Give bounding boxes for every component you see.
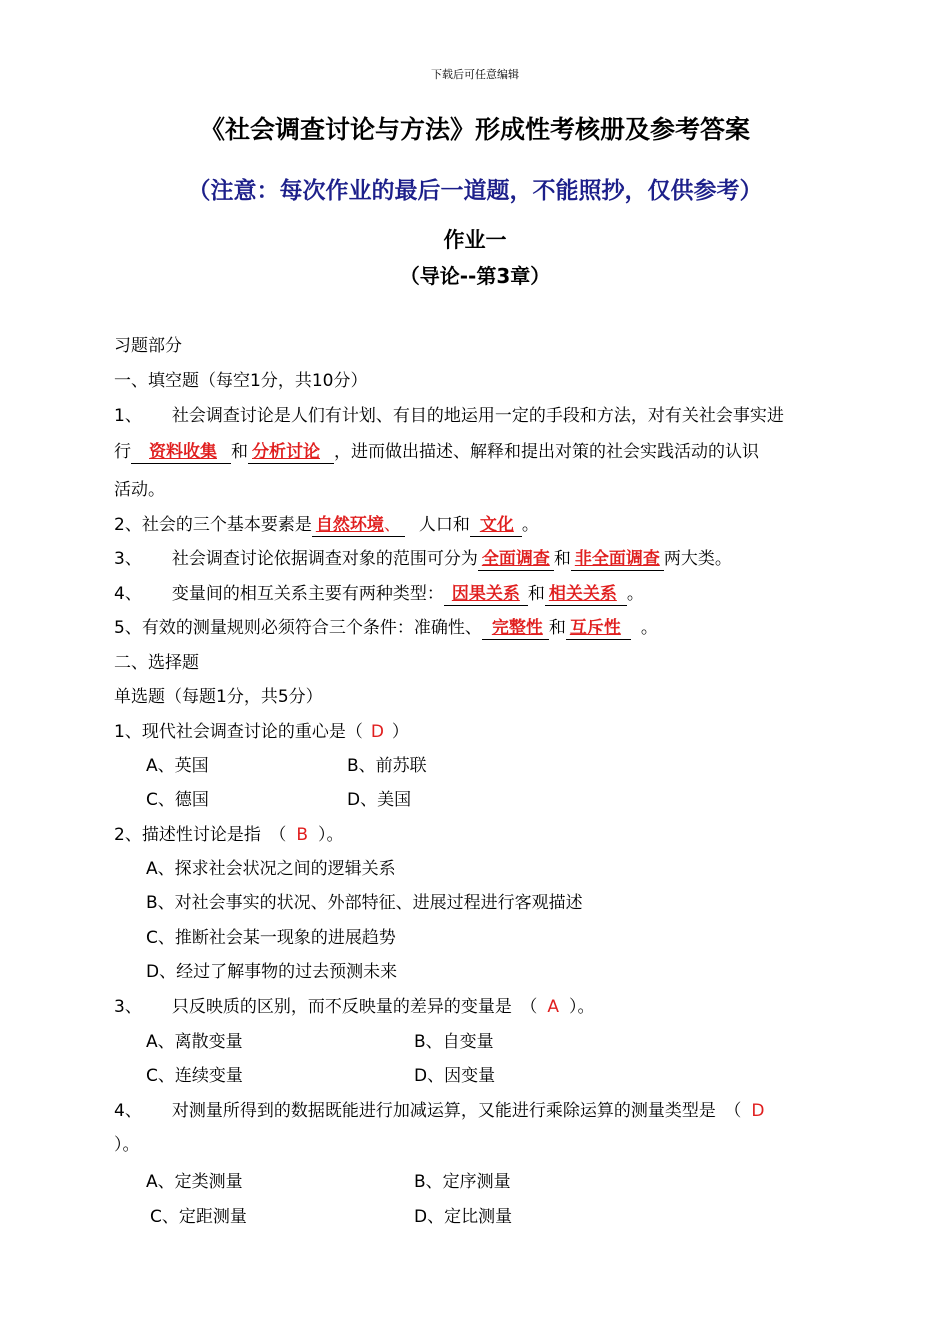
fill-q4-pre: 变量间的相互关系主要有两种类型： (171, 584, 444, 604)
fill-q4-blank-1 (444, 583, 528, 606)
choice-q4-number: 4、 (114, 1101, 142, 1121)
choice-q3-option-a: A、离散变量 (146, 1032, 243, 1052)
fill-q1-post: ，进而做出描述、解释和提出对策的社会实践活动的认识 (334, 442, 759, 462)
fill-q5-post: 。 (640, 618, 658, 638)
choice-q2-option-a: A、探求社会状况之间的逻辑关系 (146, 859, 396, 879)
chapter-range: （导论--第3章） (399, 264, 551, 288)
fill-q2-answer-1: 自然环境 (315, 515, 384, 535)
fill-q4-mid: 和 (527, 584, 545, 604)
fill-q1-text: 社会调查讨论是人们有计划、有目的地运用一定的手段和方法，对有关社会事实进 (171, 406, 784, 426)
fill-q2-blank-1 (312, 514, 405, 537)
fill-q5-blank-2 (566, 617, 631, 640)
choice-q3-stem (114, 995, 594, 1019)
fill-q5 (114, 616, 658, 640)
choice-q3-close: ）。 (568, 997, 595, 1017)
section-exercises: 习题部分 (114, 336, 182, 356)
fill-q4 (114, 582, 644, 606)
choice-q2-option-c: C、推断社会某一现象的进展趋势 (146, 928, 396, 948)
choice-q1-answer: D (370, 722, 384, 742)
fill-q1-mid: 和 (231, 442, 248, 462)
choice-q1-close: ） (391, 722, 409, 742)
fill-q4-answer-1: 因果关系 (451, 584, 520, 604)
choice-q4-option-b: B、定序测量 (414, 1172, 511, 1192)
choice-q2-close: ）。 (318, 825, 344, 845)
fill-q3-pre: 社会调查讨论依据调查对象的范围可分为 (171, 549, 478, 569)
fill-q5-pre: 5、有效的测量规则必须符合三个条件：准确性、 (114, 618, 482, 638)
choice-q4-option-a: A、定类测量 (146, 1172, 243, 1192)
choice-q1-option-c: C、德国 (146, 790, 209, 810)
fill-q3 (114, 547, 732, 571)
choice-q4-close: ）。 (114, 1135, 140, 1155)
choice-q4-option-c: C、定距测量 (150, 1207, 247, 1227)
fill-q1-line1 (114, 404, 784, 428)
fill-q5-answer-1: 完整性 (491, 618, 543, 638)
fill-q1-line2 (114, 440, 759, 464)
fill-q1-answer-2: 分析讨论 (252, 442, 320, 462)
fill-q4-post: 。 (626, 584, 644, 604)
choice-q4-stem (114, 1099, 764, 1123)
fill-q1-answer-1: 资料收集 (149, 442, 217, 462)
choice-q1-option-a: A、英国 (146, 756, 209, 776)
choice-q2-stem (114, 823, 344, 847)
fill-q1-blank-1 (131, 441, 231, 464)
fill-q1-line3: 活动。 (114, 480, 165, 500)
fill-q4-blank-2 (545, 583, 627, 606)
fill-q3-post: 两大类。 (663, 549, 732, 569)
choice-q2-option-b: B、对社会事实的状况、外部特征、进展过程进行客观描述 (146, 893, 583, 913)
fill-q3-blank-2 (571, 548, 664, 571)
fill-q4-answer-2: 相关关系 (548, 584, 617, 604)
choice-q1-option-b: B、前苏联 (347, 756, 427, 776)
fill-q5-answer-2: 互斥性 (569, 618, 621, 638)
fill-q2-answer-2: 文化 (479, 515, 514, 535)
notice-banner: （注意：每次作业的最后一道题，不能照抄，仅供参考） (187, 178, 763, 204)
choice-q1-option-d: D、美国 (347, 790, 412, 810)
fill-q2-blank-2 (470, 514, 522, 537)
fill-q2 (114, 513, 539, 537)
fill-q1-pre: 行 (114, 442, 131, 462)
choice-q3-number: 3、 (114, 997, 142, 1017)
choice-q2-answer: B (296, 825, 308, 845)
fill-q3-answer-1: 全面调查 (481, 549, 550, 569)
fill-q1-blank-2 (248, 441, 334, 464)
choice-q3-option-d: D、因变量 (414, 1066, 496, 1086)
choice-q4-stem-text: 对测量所得到的数据既能进行加减运算，又能进行乘除运算的测量类型是 （ (171, 1101, 742, 1121)
fill-q2-pre: 2、社会的三个基本要素是 (114, 515, 312, 535)
fill-q3-number: 3、 (114, 549, 142, 569)
choice-q1-stem-text: 1、现代社会调查讨论的重心是（ (114, 722, 363, 742)
fill-q1-number: 1、 (114, 406, 142, 426)
fill-q5-mid: 和 (548, 618, 566, 638)
fill-q3-blank-1 (478, 548, 554, 571)
homework-title: 作业一 (443, 228, 507, 252)
choice-heading: 二、选择题 (114, 653, 199, 673)
choice-q2-stem-text: 2、描述性讨论是指 （ (114, 825, 287, 845)
fill-q3-answer-2: 非全面调查 (574, 549, 660, 569)
choice-q1-stem (114, 720, 409, 744)
choice-q4-option-d: D、定比测量 (414, 1207, 513, 1227)
fill-q2-mid: 人口和 (418, 515, 470, 535)
choice-q3-stem-text: 只反映质的区别，而不反映量的差异的变量是 （ (171, 997, 538, 1017)
choice-q3-option-b: B、自变量 (414, 1032, 494, 1052)
fill-q2-post: 。 (521, 515, 539, 535)
header-note: 下载后可任意编辑 (431, 68, 519, 81)
choice-q3-answer: A (547, 997, 559, 1017)
fill-blank-heading: 一、填空题（每空1分，共10分） (114, 371, 368, 391)
document-title: 《社会调查讨论与方法》形成性考核册及参考答案 (199, 115, 750, 144)
fill-q4-number: 4、 (114, 584, 142, 604)
fill-q3-mid: 和 (553, 549, 571, 569)
single-choice-heading: 单选题（每题1分，共5分） (114, 687, 323, 707)
fill-q5-blank-1 (482, 617, 549, 640)
choice-q4-answer: D (751, 1101, 765, 1121)
choice-q3-option-c: C、连续变量 (146, 1066, 243, 1086)
fill-q2-sep: 、 (383, 515, 401, 535)
choice-q2-option-d: D、经过了解事物的过去预测未来 (146, 962, 398, 982)
